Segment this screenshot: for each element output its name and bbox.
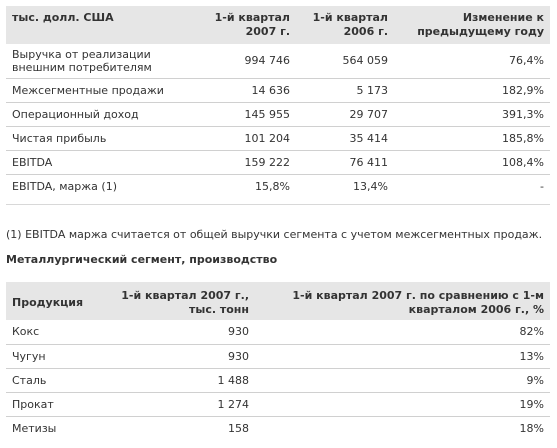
- table-row: [6, 416, 550, 440]
- table-row: [6, 150, 550, 174]
- row-q1-2007: 994 746: [244, 54, 290, 68]
- production-header-row: [6, 282, 550, 320]
- row-volume: 1 274: [217, 397, 249, 411]
- row-change: 18%: [519, 421, 544, 435]
- row-q1-2006: 76 411: [349, 155, 388, 169]
- row-change: 391,3%: [502, 107, 544, 121]
- row-label: Чистая прибыль: [12, 131, 107, 145]
- table-row: [6, 44, 550, 78]
- divider: [6, 204, 550, 205]
- row-q1-2007: 159 222: [244, 155, 290, 169]
- row-q1-2007: 145 955: [244, 107, 290, 121]
- production-header-product: Продукция: [6, 282, 92, 320]
- row-change: 13%: [519, 349, 544, 363]
- financials-header-change: Изменение к предыдущему году: [394, 6, 550, 44]
- row-change: 182,9%: [502, 83, 544, 97]
- row-change: 185,8%: [502, 131, 544, 145]
- footnote: (1) EBITDA маржа считается от общей выручки сегмента с учетом межсегментных продаж.: [6, 228, 543, 241]
- row-product: Чугун: [12, 349, 46, 363]
- row-volume: 158: [228, 421, 249, 435]
- row-volume: 930: [228, 325, 249, 339]
- row-label: EBITDA: [12, 155, 53, 169]
- row-label: EBITDA, маржа (1): [12, 179, 118, 193]
- row-q1-2006: 35 414: [349, 131, 388, 145]
- table-row: [6, 392, 550, 416]
- production-header-change: 1-й квартал 2007 г. по сравнению с 1-м кварталом 2006 г., %: [255, 282, 550, 320]
- row-change: 19%: [519, 397, 544, 411]
- row-product: Метизы: [12, 421, 57, 435]
- row-change: 108,4%: [502, 155, 544, 169]
- row-q1-2007: 101 204: [244, 131, 290, 145]
- table-row: [6, 102, 550, 126]
- row-change: -: [540, 179, 544, 193]
- row-product: Кокс: [12, 325, 40, 339]
- table-row: [6, 174, 550, 198]
- table-row: [6, 344, 550, 368]
- row-q1-2007: 15,8%: [255, 179, 290, 193]
- financials-header-q1-2006: 1-й квартал 2006 г.: [296, 6, 394, 44]
- row-volume: 930: [228, 349, 249, 363]
- row-q1-2006: 13,4%: [353, 179, 388, 193]
- row-change: 76,4%: [509, 54, 544, 68]
- table-row: [6, 320, 550, 344]
- table-row: [6, 368, 550, 392]
- table-row: [6, 78, 550, 102]
- financials-table: [6, 6, 550, 198]
- row-label: Выручка от реализации внешним потребителям: [12, 47, 152, 74]
- production-table: [6, 282, 550, 440]
- row-volume: 1 488: [217, 373, 249, 387]
- financials-header-row: [6, 6, 550, 44]
- row-label: Операционный доход: [12, 107, 139, 121]
- row-product: Сталь: [12, 373, 47, 387]
- row-q1-2007: 14 636: [251, 83, 290, 97]
- financials-header-q1-2007: 1-й квартал 2007 г.: [180, 6, 296, 44]
- row-q1-2006: 5 173: [356, 83, 388, 97]
- row-change: 82%: [519, 325, 544, 339]
- row-label: Межсегментные продажи: [12, 83, 164, 97]
- financials-header-unit: тыс. долл. США: [6, 6, 180, 44]
- production-header-volume: 1-й квартал 2007 г., тыс. тонн: [92, 282, 255, 320]
- section-title: Металлургический сегмент, производство: [6, 253, 278, 266]
- row-q1-2006: 29 707: [349, 107, 388, 121]
- row-product: Прокат: [12, 397, 54, 411]
- row-change: 9%: [526, 373, 544, 387]
- row-q1-2006: 564 059: [342, 54, 388, 68]
- table-row: [6, 126, 550, 150]
